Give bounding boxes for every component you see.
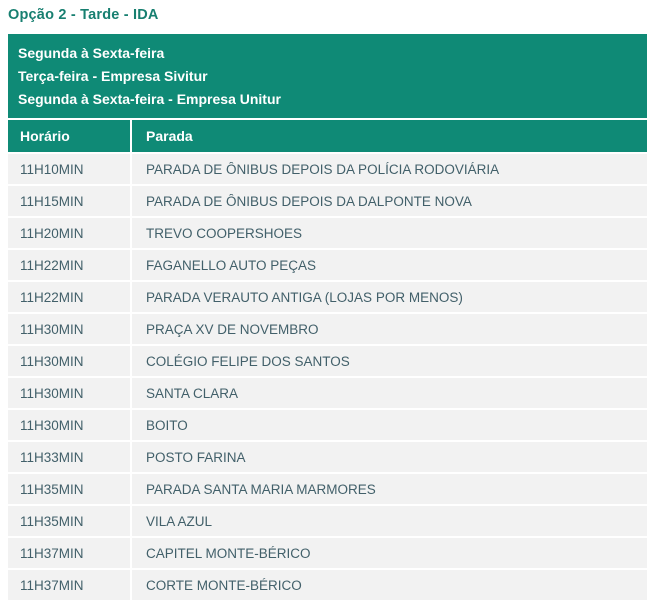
stop-cell: FAGANELLO AUTO PEÇAS bbox=[146, 257, 317, 273]
time-cell: 11H22MIN bbox=[8, 282, 132, 312]
stop-cell: CORTE MONTE-BÉRICO bbox=[146, 577, 302, 593]
time-cell: 11H20MIN bbox=[8, 218, 132, 248]
banner-line: Terça-feira - Empresa Sivitur bbox=[18, 68, 208, 84]
table-body bbox=[8, 154, 647, 600]
page-title: Opção 2 - Tarde - IDA bbox=[8, 7, 159, 23]
stop-cell: PARADA DE ÔNIBUS DEPOIS DA DALPONTE NOVA bbox=[146, 193, 472, 209]
time-cell: 11H10MIN bbox=[8, 154, 132, 184]
time-cell: 11H35MIN bbox=[8, 506, 132, 536]
stop-cell: PARADA SANTA MARIA MARMORES bbox=[146, 481, 376, 497]
table-row bbox=[8, 378, 647, 408]
time-cell: 11H30MIN bbox=[8, 314, 132, 344]
banner-line: Segunda à Sexta-feira - Empresa Unitur bbox=[18, 91, 281, 107]
banner-line: Segunda à Sexta-feira bbox=[18, 45, 165, 61]
stop-cell: POSTO FARINA bbox=[146, 449, 246, 465]
column-header-horario: Horário bbox=[8, 120, 132, 152]
stop-cell: TREVO COOPERSHOES bbox=[146, 225, 303, 241]
stop-cell: PRAÇA XV DE NOVEMBRO bbox=[146, 321, 319, 337]
time-cell: 11H15MIN bbox=[8, 186, 132, 216]
time-cell: 11H37MIN bbox=[8, 570, 132, 600]
time-cell: 11H37MIN bbox=[8, 538, 132, 568]
stop-cell: PARADA VERAUTO ANTIGA (LOJAS POR MENOS) bbox=[146, 289, 463, 305]
table-row bbox=[8, 314, 647, 344]
table-row bbox=[8, 186, 647, 216]
table-row bbox=[8, 250, 647, 280]
stop-cell: VILA AZUL bbox=[146, 513, 213, 529]
stop-cell: SANTA CLARA bbox=[146, 385, 239, 401]
column-header-parada: Parada bbox=[146, 128, 193, 144]
stop-cell: CAPITEL MONTE-BÉRICO bbox=[146, 545, 311, 561]
stop-cell: COLÉGIO FELIPE DOS SANTOS bbox=[146, 353, 350, 369]
table-row bbox=[8, 346, 647, 376]
time-cell: 11H22MIN bbox=[8, 250, 132, 280]
stop-cell: PARADA DE ÔNIBUS DEPOIS DA POLÍCIA RODOVIÁRIA bbox=[146, 161, 500, 177]
table-row bbox=[8, 282, 647, 312]
time-cell: 11H35MIN bbox=[8, 474, 132, 504]
table-row bbox=[8, 218, 647, 248]
time-cell: 11H33MIN bbox=[8, 442, 132, 472]
schedule-table bbox=[8, 34, 647, 600]
table-row bbox=[8, 410, 647, 440]
service-days-banner bbox=[8, 34, 647, 118]
table-row bbox=[8, 506, 647, 536]
table-row bbox=[8, 570, 647, 600]
table-row bbox=[8, 538, 647, 568]
time-cell: 11H30MIN bbox=[8, 346, 132, 376]
table-header-row bbox=[8, 120, 647, 152]
time-cell: 11H30MIN bbox=[8, 378, 132, 408]
table-row bbox=[8, 474, 647, 504]
table-row bbox=[8, 154, 647, 184]
time-cell: 11H30MIN bbox=[8, 410, 132, 440]
table-row bbox=[8, 442, 647, 472]
stop-cell: BOITO bbox=[146, 417, 188, 433]
